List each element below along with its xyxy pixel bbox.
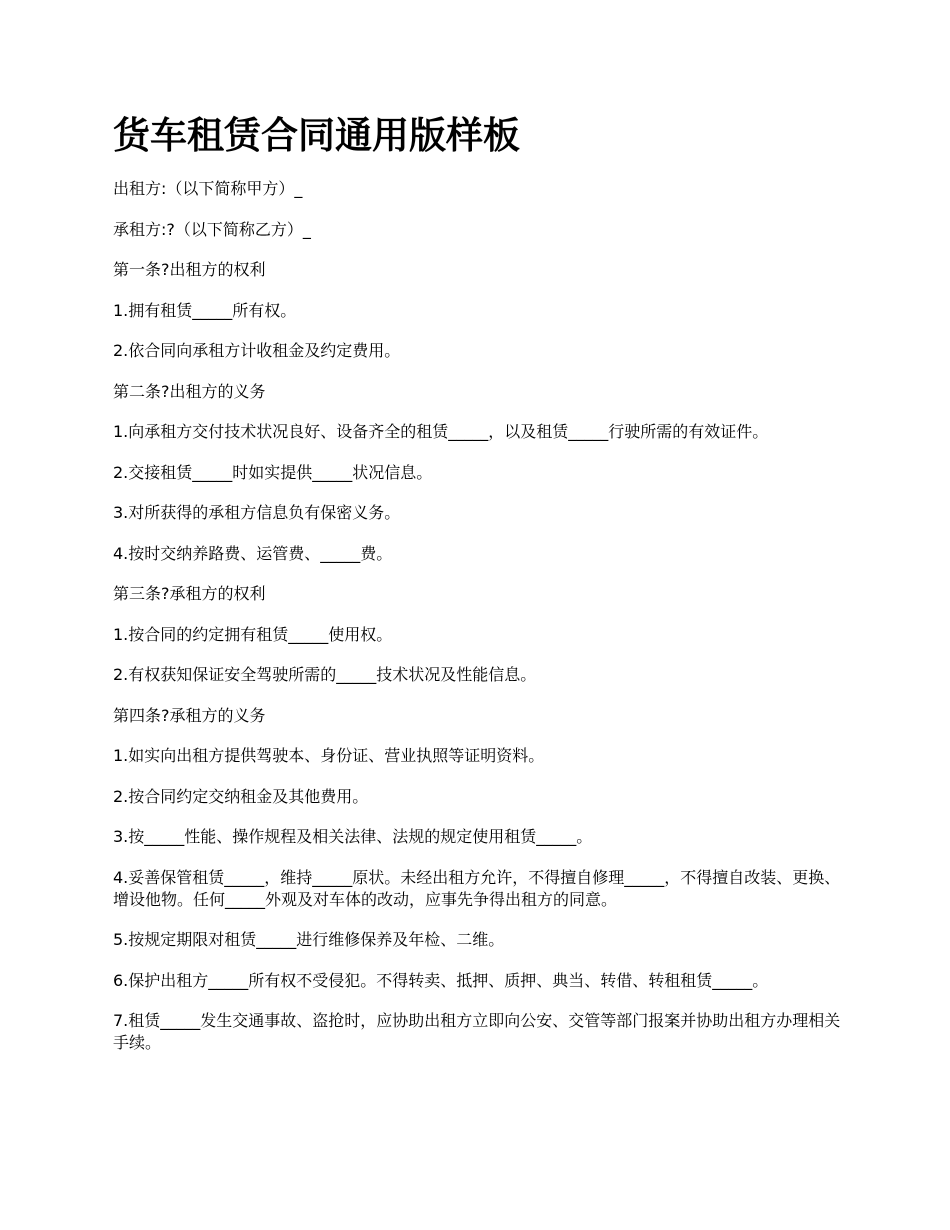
article-4-heading: 第四条?承租方的义务 xyxy=(113,705,266,725)
article-3-item-2: 2.有权获知保证安全驾驶所需的_____技术状况及性能信息。 xyxy=(113,665,537,684)
article-2-item-3: 3.对所获得的承租方信息负有保密义务。 xyxy=(113,503,401,522)
article-2-item-4: 4.按时交纳养路费、运管费、_____费。 xyxy=(113,543,393,563)
document-body xyxy=(113,178,853,1054)
party-lessee-line: 承租方:?（以下简称乙方）_ xyxy=(113,219,311,239)
article-4-item-5: 5.按规定期限对租赁_____进行维修保养及年检、二维。 xyxy=(113,930,505,949)
article-4-item-3: 3.按_____性能、操作规程及相关法律、法规的规定使用租赁_____。 xyxy=(113,827,593,846)
document-title: 货车租赁合同通用版样板 xyxy=(113,114,520,157)
article-2-heading: 第二条?出租方的义务 xyxy=(113,381,266,401)
article-1-item-1: 1.拥有租赁_____所有权。 xyxy=(113,300,297,320)
article-2-item-1: 1.向承租方交付技术状况良好、设备齐全的租赁_____，以及租赁_____行驶所需的有效证件。 xyxy=(113,422,769,441)
article-3-heading: 第三条?承租方的权利 xyxy=(113,584,266,603)
article-4-item-6: 6.保护出租方_____所有权不受侵犯。不得转卖、抵押、质押、典当、转借、转租租赁_____。 xyxy=(113,970,769,990)
article-4-item-2: 2.按合同约定交纳租金及其他费用。 xyxy=(113,786,369,806)
article-4-item-1: 1.如实向出租方提供驾驶本、身份证、营业执照等证明资料。 xyxy=(113,746,545,765)
article-1-heading: 第一条?出租方的权利 xyxy=(113,260,266,279)
article-4-item-7: 7.租赁_____发生交通事故、盗抢时，应协助出租方立即向公安、交管等部门报案并协助出租方办理相关手续。 xyxy=(113,1011,841,1052)
party-lessor-line: 出租方:（以下简称甲方）_ xyxy=(113,179,303,198)
article-1-item-2: 2.依合同向承租方计收租金及约定费用。 xyxy=(113,341,401,360)
article-3-item-1: 1.按合同的约定拥有租赁_____使用权。 xyxy=(113,624,393,644)
article-2-item-2: 2.交接租赁_____时如实提供_____状况信息。 xyxy=(113,462,433,482)
article-4-item-4: 4.妥善保管租赁_____，维持_____原状。未经出租方允许，不得擅自修理_____，不得擅自改装、更换、增设他物。任何_____外观及对车体的改动，应事先争得出租方的同意。 xyxy=(113,867,841,909)
document-page xyxy=(113,112,853,1073)
